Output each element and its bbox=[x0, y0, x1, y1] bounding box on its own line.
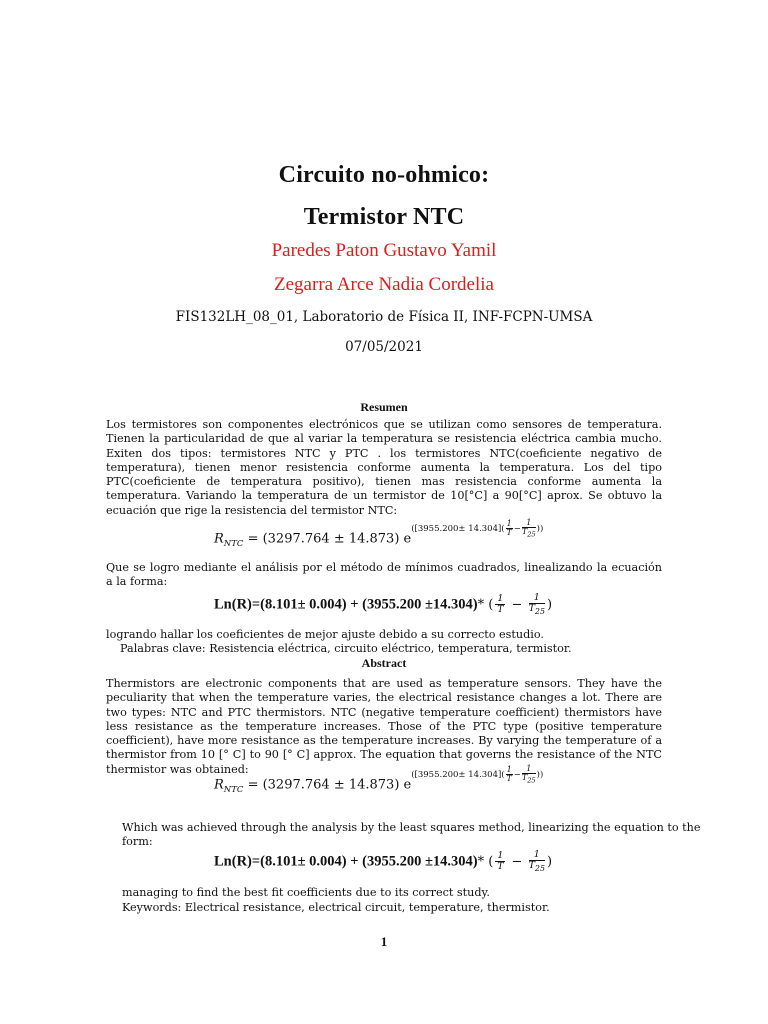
abstract-paragraph: Thermistors are electronic components that are used as temperature sensors. They have the peculiarity that when the temperature varies, the electrical resistance changes a lot. There are two types: NTC and PTC thermistors. NTC (negative temperature coefficient) thermistors have less resistance as the temperature increases. Those of the PTC type (positive temperature coefficient), have more resistance as the temperature increases. By varying the temperature of a thermistor from 10 [° C] to 90 [° C] approx. The equation that governs the resistance of the NTC thermistor was obtained: bbox=[106, 677, 662, 776]
resumen-keywords: Palabras clave: Resistencia eléctrica, circuito eléctrico, temperatura, termistor. bbox=[120, 642, 572, 655]
affiliation: FIS132LH_08_01, Laboratorio de Física II, INF-FCPN-UMSA bbox=[175, 309, 593, 325]
eq-linear-lhs: Ln(R)=(8.101± 0.004) + (3955.200 ±14.304) bbox=[214, 596, 478, 613]
linear-equation-resumen: Ln(R)=(8.101± 0.004) + (3955.200 ±14.304)* ( $\frac{1}{T}$ − $\frac{1}{T_{25}}$ ) bbox=[214, 592, 553, 616]
abstract-heading: Abstract bbox=[361, 656, 407, 670]
abstract-keywords: Keywords: Electrical resistance, electrical circuit, temperature, thermistor. bbox=[122, 901, 550, 914]
abstract-after-eq1-line1: Which was achieved through the analysis by the least squares method, linearizing the equation to the bbox=[122, 821, 701, 834]
eq-R: R bbox=[214, 531, 224, 547]
exponential-equation-abstract: $R_{NTC} = (3297.764 \pm 14.873)$ $e^{([3955.200\pm 14.304]( \frac{1}{T} - \frac{1}{T_{25}} ))}$ bbox=[214, 764, 544, 796]
resumen-paragraph: Los termistores son componentes electrónicos que se utilizan como sensores de temperatura. Tienen la particularidad de que al variar la temperatura se resistencia eléctrica cambia mucho. Exiten dos tipos: termistores NTC y PTC . los termistores NTC(coeficiente negativo de temperatura), tienen menor resistencia conforme aumenta la temperatura. Los del tipo PTC(coeficiente de temperatura positivo), tienen mas resistencia conforme aumenta la temperatura. Variando la temperatura de un termistor de 10[°C] a 90[°C] aprox. Se obtuvo la ecuación que rige la resistencia del termistor NTC: bbox=[106, 418, 662, 517]
author-2: Zegarra Arce Nadia Cordelia bbox=[274, 274, 494, 295]
resumen-closing: logrando hallar los coeficientes de mejor ajuste debido a su correcto estudio. bbox=[106, 628, 544, 641]
eq-R-subscript: NTC bbox=[223, 539, 244, 550]
linear-equation-abstract: Ln(R)=(8.101± 0.004) + (3955.200 ±14.304)* ( $\frac{1}{T}$ − $\frac{1}{T_{25}}$ ) bbox=[214, 849, 553, 873]
abstract-closing: managing to find the best fit coefficients due to its correct study. bbox=[122, 886, 490, 899]
page-number: 1 bbox=[380, 934, 388, 949]
paper-title-line1: Circuito no-ohmico: bbox=[278, 162, 490, 188]
date: 07/05/2021 bbox=[345, 339, 423, 355]
eq-rhs: = (3297.764 ± 14.873) e bbox=[247, 531, 412, 547]
abstract-after-eq1-line2: form: bbox=[122, 835, 153, 848]
resumen-heading: Resumen bbox=[360, 400, 408, 414]
eq-exponent: ([3955.200± 14.304]( 1 T − 1 T25 )) bbox=[411, 518, 544, 539]
paper-title-line2: Termistor NTC bbox=[303, 204, 465, 230]
author-1: Paredes Paton Gustavo Yamil bbox=[271, 240, 497, 261]
resumen-after-eq1: Que se logro mediante el análisis por el método de mínimos cuadrados, linealizando la ecuación a la forma: bbox=[106, 561, 662, 589]
